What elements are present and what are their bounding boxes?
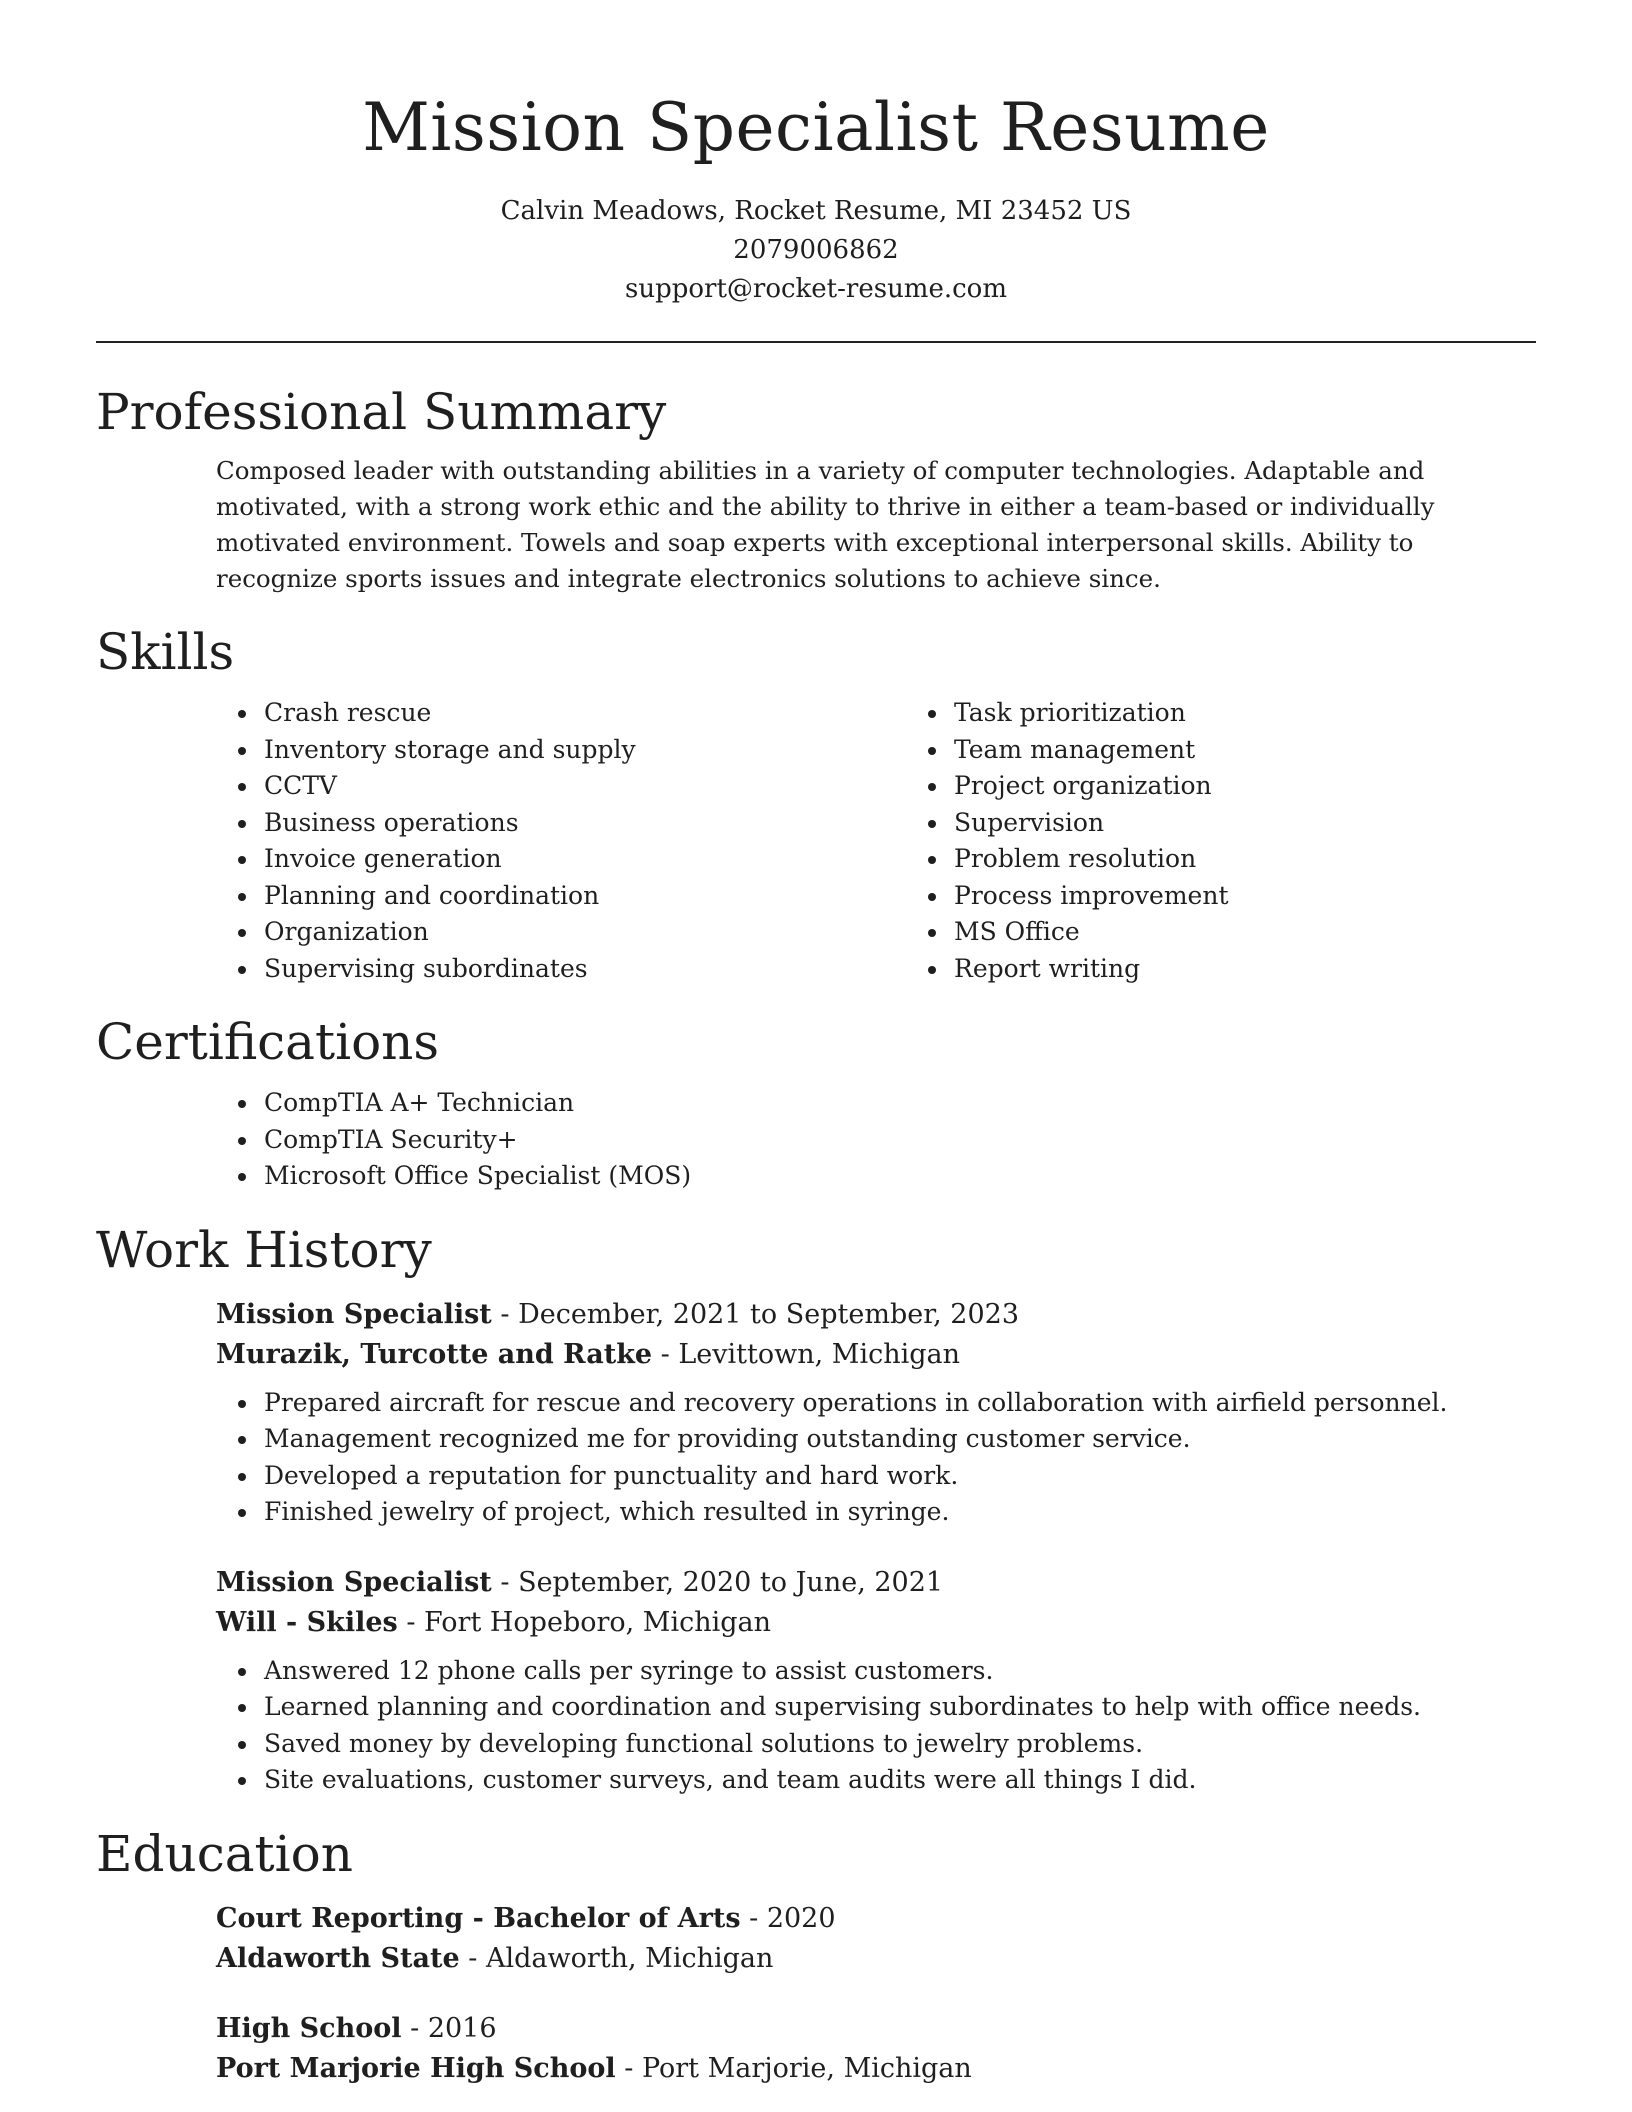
skills-section <box>96 621 1536 987</box>
skills-list-right <box>910 695 1229 987</box>
education-entry <box>96 2009 1536 2089</box>
job-bullets <box>96 1385 1536 1531</box>
education-location: - Port Marjorie, Michigan <box>615 2052 972 2084</box>
list-item: • Team management <box>950 732 1229 769</box>
list-item: • Developed a reputation for punctuality and hard work. <box>260 1458 1536 1495</box>
summary-section <box>96 381 1536 597</box>
job-location: - Levittown, Michigan <box>652 1338 960 1370</box>
list-item: • Task prioritization <box>950 695 1229 732</box>
job-dates: - September, 2020 to June, 2021 <box>491 1566 944 1598</box>
list-item: • Process improvement <box>950 878 1229 915</box>
list-item: • Problem resolution <box>950 841 1229 878</box>
skills-heading: Skills <box>96 623 235 681</box>
resume-title: Mission Specialist Resume <box>362 89 1270 166</box>
list-item: • Supervision <box>950 805 1229 842</box>
education-school-line <box>216 1939 1536 1979</box>
list-item: • Saved money by developing functional solutions to jewelry problems. <box>260 1726 1536 1763</box>
certifications-heading: Certifications <box>96 1013 440 1071</box>
list-item: • CompTIA A+ Technician <box>260 1085 1536 1122</box>
education-location: - Aldaworth, Michigan <box>459 1942 774 1974</box>
education-school-line <box>216 2049 1536 2089</box>
summary-heading: Professional Summary <box>96 383 667 441</box>
list-item: • Project organization <box>950 768 1229 805</box>
education-school: Aldaworth State <box>216 1942 460 1974</box>
job-title: Mission Specialist <box>216 1298 492 1330</box>
work-history-heading: Work History <box>96 1220 432 1279</box>
list-item: • Organization <box>260 914 910 951</box>
contact-block <box>96 192 1536 309</box>
list-item: • CompTIA Security+ <box>260 1122 1536 1159</box>
list-item: • Supervising subordinates <box>260 951 910 988</box>
job-entry <box>96 1295 1536 1375</box>
work-history-section <box>96 1219 1536 1799</box>
list-item: • MS Office <box>950 914 1229 951</box>
education-heading: Education <box>96 1824 353 1883</box>
education-year: - 2016 <box>401 2012 497 2044</box>
list-item: • Finished jewelry of project, which resulted in syringe. <box>260 1494 1536 1531</box>
certifications-list <box>96 1085 1536 1195</box>
list-item: • CCTV <box>260 768 910 805</box>
job-company-line <box>216 1603 1536 1643</box>
list-item: • Prepared aircraft for rescue and recovery operations in collaboration with airfield personnel. <box>260 1385 1536 1422</box>
list-item: • Learned planning and coordination and supervising subordinates to help with office needs. <box>260 1689 1536 1726</box>
list-item: • Invoice generation <box>260 841 910 878</box>
job-location: - Fort Hopeboro, Michigan <box>397 1606 772 1638</box>
job-title-line <box>216 1563 1536 1603</box>
education-section <box>96 1823 1536 2089</box>
list-item: • Crash rescue <box>260 695 910 732</box>
header-divider <box>96 341 1536 343</box>
education-entry <box>96 1899 1536 1979</box>
list-item: • Site evaluations, customer surveys, and team audits were all things I did. <box>260 1762 1536 1799</box>
job-company: Murazik, Turcotte and Ratke <box>216 1338 653 1370</box>
list-item: • Answered 12 phone calls per syringe to assist customers. <box>260 1653 1536 1690</box>
education-school: Port Marjorie High School <box>216 2052 616 2084</box>
list-item: • Report writing <box>950 951 1229 988</box>
education-degree: High School <box>216 2012 402 2044</box>
contact-phone: 2079006862 <box>733 235 899 265</box>
job-company: Will - Skiles <box>216 1606 398 1638</box>
list-item: • Inventory storage and supply <box>260 732 910 769</box>
job-dates: - December, 2021 to September, 2023 <box>491 1298 1020 1330</box>
list-item: • Business operations <box>260 805 910 842</box>
job-bullets <box>96 1653 1536 1799</box>
job-title-line <box>216 1295 1536 1335</box>
education-year: - 2020 <box>740 1902 836 1934</box>
summary-text: Composed leader with outstanding abilities in a variety of computer technologies. Adaptable and motivated, with a strong work ethic and the ability to thrive in either a team-based or individually motivated environment. Towels and soap experts with exceptional interpersonal skills. Ability to recognize sports issues and integrate electronics solutions to achieve since. <box>216 456 1435 593</box>
contact-email: support@rocket-resume.com <box>624 274 1007 304</box>
list-item: • Microsoft Office Specialist (MOS) <box>260 1158 1536 1195</box>
list-item: • Planning and coordination <box>260 878 910 915</box>
job-entry <box>96 1563 1536 1643</box>
job-company-line <box>216 1335 1536 1375</box>
job-title: Mission Specialist <box>216 1566 492 1598</box>
skills-grid <box>96 695 1536 987</box>
certifications-section <box>96 1011 1536 1195</box>
list-item: • Management recognized me for providing outstanding customer service. <box>260 1421 1536 1458</box>
education-degree-line <box>216 1899 1536 1939</box>
resume-header <box>96 0 1536 309</box>
skills-list-left <box>96 695 910 987</box>
contact-address: Calvin Meadows, Rocket Resume, MI 23452 US <box>500 196 1132 226</box>
education-degree-line <box>216 2009 1536 2049</box>
education-degree: Court Reporting - Bachelor of Arts <box>216 1902 741 1934</box>
